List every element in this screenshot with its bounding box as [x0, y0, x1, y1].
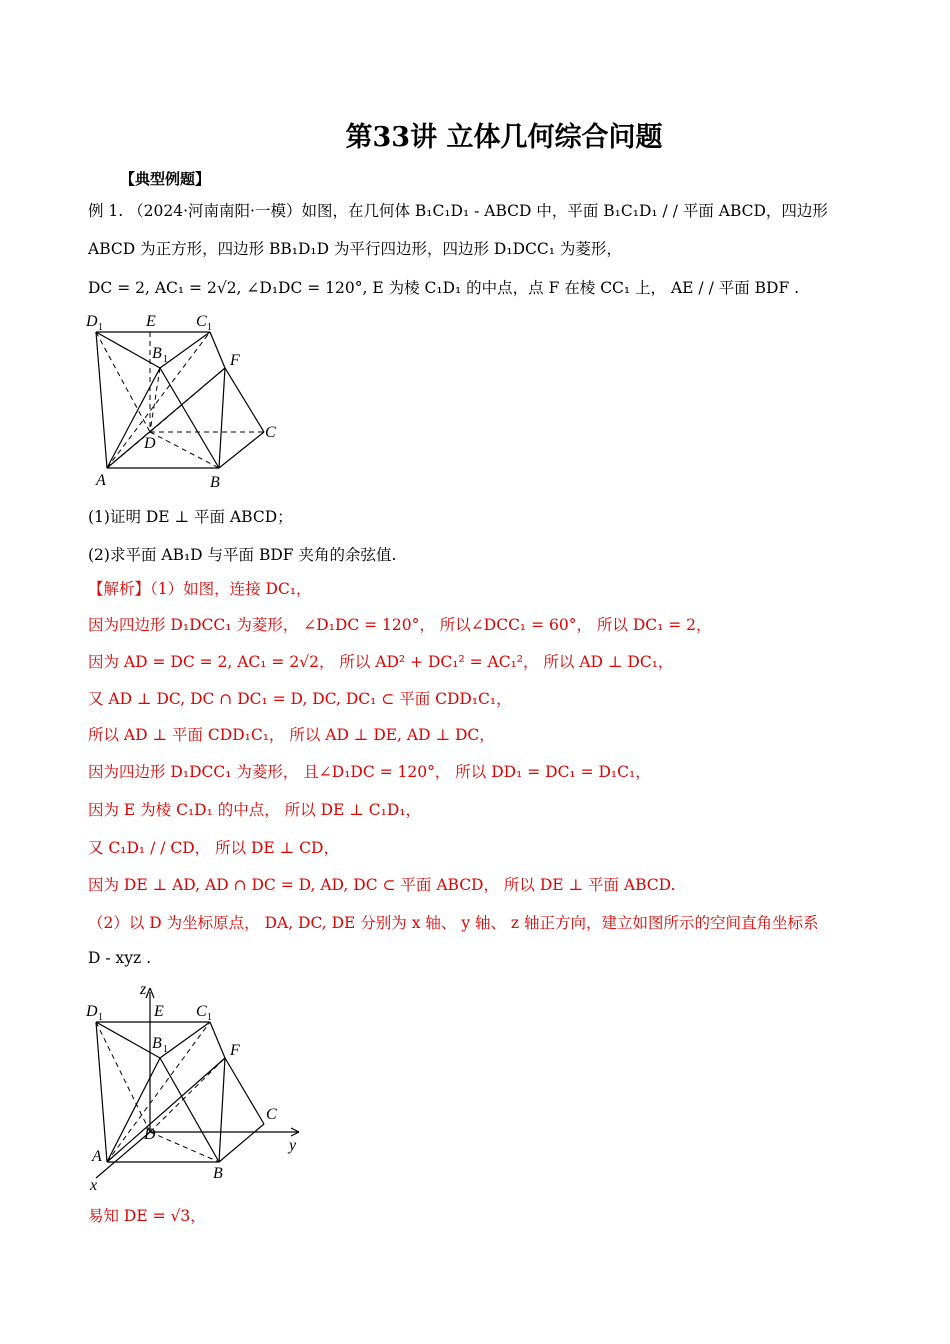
solution-line-7: 又 C₁D₁ / / CD， 所以 DE ⊥ CD， [88, 839, 339, 857]
label-x-axis: x [90, 1177, 98, 1193]
label-A: A [96, 472, 106, 489]
solution-line-5: 因为四边形 D₁DCC₁ 为菱形， 且∠D₁DC = 120°， 所以 DD₁ = DC₁ = D₁C₁， [88, 763, 651, 781]
label-F: F [230, 352, 240, 369]
solution-line-4: 所以 AD ⊥ 平面 CDD₁C₁， 所以 AD ⊥ DE, AD ⊥ DC， [88, 726, 495, 744]
solution-line-6: 因为 E 为棱 C₁D₁ 的中点， 所以 DE ⊥ C₁D₁， [88, 801, 421, 819]
svg-text:1: 1 [163, 1044, 168, 1055]
solution-line-8: 因为 DE ⊥ AD, AD ∩ DC = D, AD, DC ⊂ 平面 ABCD， 所以 DE ⊥ 平面 ABCD. [88, 876, 676, 894]
label-B1: B [152, 1035, 162, 1052]
label-D1: D [86, 1003, 98, 1020]
label-C1: C [196, 313, 207, 330]
label-A: A [92, 1148, 102, 1165]
label-E: E [154, 1003, 164, 1020]
figure-2-coordinate-system [84, 978, 309, 1193]
solution-line-11: 易知 DE = √3， [88, 1207, 206, 1225]
label-D1: D [86, 313, 98, 330]
page-title: 第33讲 立体几何综合问题 [345, 122, 663, 153]
problem-line-1: 例 1. （2024·河南南阳·一模）如图，在几何体 B₁C₁D₁ - ABCD 中，平面 B₁C₁D₁ / / 平面 ABCD，四边形 [88, 202, 828, 220]
label-B: B [213, 1165, 223, 1182]
problem-line-2: ABCD 为正方形，四边形 BB₁D₁D 为平行四边形，四边形 D₁DCC₁ 为菱形， [88, 240, 622, 258]
solution-line-0: 【解析】（1）如图，连接 DC₁， [88, 580, 312, 598]
solution-line-3: 又 AD ⊥ DC, DC ∩ DC₁ = D, DC, DC₁ ⊂ 平面 CDD₁C₁， [88, 690, 512, 708]
solution-line-1: 因为四边形 D₁DCC₁ 为菱形， ∠D₁DC = 120°， 所以∠DCC₁ = 60°， 所以 DC₁ = 2， [88, 616, 712, 634]
label-y-axis: y [289, 1137, 297, 1154]
label-F: F [230, 1042, 240, 1059]
question-2: (2)求平面 AB₁D 与平面 BDF 夹角的余弦值. [88, 546, 397, 564]
problem-line-3: DC = 2, AC₁ = 2√2, ∠D₁DC = 120°, E 为棱 C₁D₁ 的中点，点 F 在棱 CC₁ 上， AE / / 平面 BDF . [88, 279, 800, 297]
figure-1-geometry [84, 308, 284, 493]
solution-line-2: 因为 AD = DC = 2, AC₁ = 2√2， 所以 AD² + DC₁² = AC₁²， 所以 AD ⊥ DC₁， [88, 653, 674, 671]
label-B1: B [152, 345, 162, 362]
label-D: D [144, 1126, 156, 1143]
svg-text:1: 1 [207, 322, 212, 333]
svg-text:1: 1 [207, 1012, 212, 1023]
label-z-axis: z [140, 981, 147, 998]
solution-line-9: （2）以 D 为坐标原点， DA, DC, DE 分别为 x 轴、 y 轴、 z 轴正方向，建立如图所示的空间直角坐标系 [88, 914, 819, 932]
label-B: B [210, 474, 220, 491]
label-D: D [144, 435, 156, 452]
svg-text:1: 1 [98, 322, 103, 333]
question-1: (1)证明 DE ⊥ 平面 ABCD； [88, 508, 293, 526]
label-E: E [146, 313, 156, 330]
svg-text:1: 1 [98, 1012, 103, 1023]
label-C: C [265, 424, 276, 441]
solution-line-10: D - xyz . [88, 949, 152, 967]
section-heading: 【典型例题】 [120, 170, 211, 188]
svg-text:1: 1 [163, 354, 168, 365]
label-C1: C [196, 1003, 207, 1020]
label-C: C [266, 1106, 277, 1123]
